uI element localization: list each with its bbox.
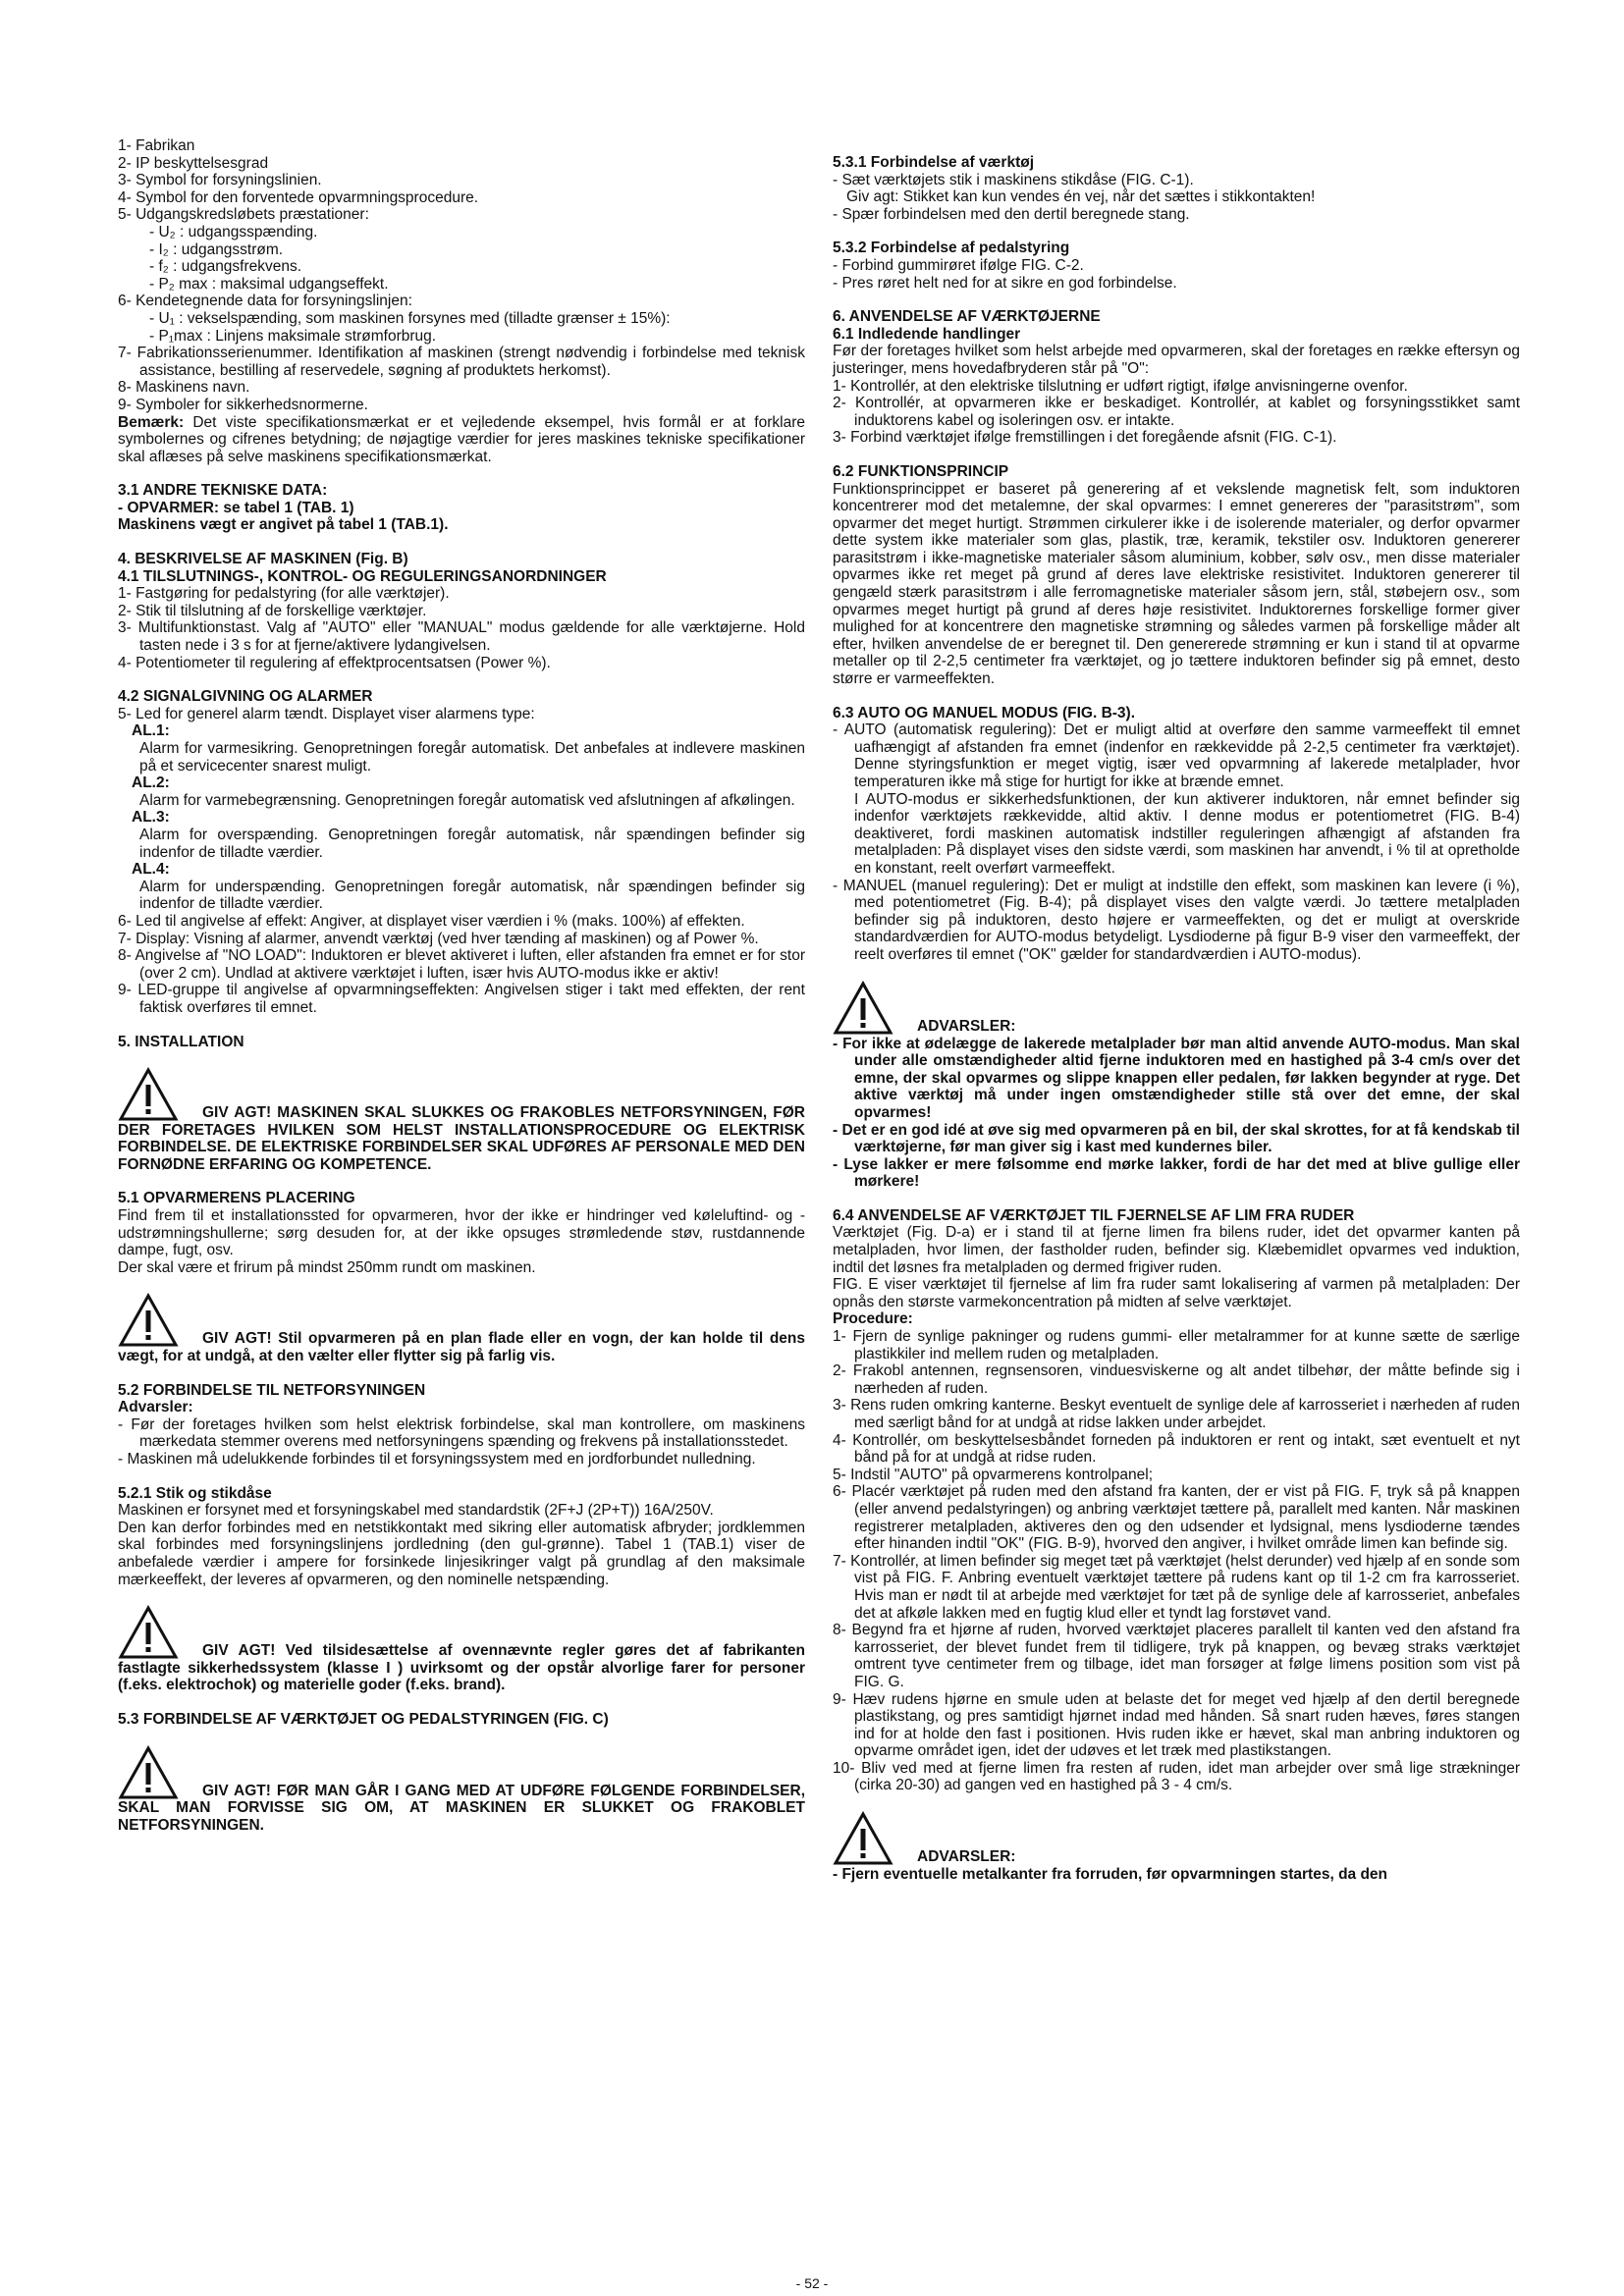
list-item: 6- Led til angivelse af effekt: Angiver, at displayet viser værdien i % (maks. 100%) af effekten. — [118, 912, 745, 930]
list-item: 7- Fabrikationsserienummer. Identifikation af maskinen (strengt nødvendig i forbindelse med teknisk assistance, bestilling af reservedele, søgning af produktets herkomst). — [118, 345, 805, 379]
warning-list-item: - Det er en god idé at øve sig med opvarmeren på en bil, der skal skrottes, for at få kendskab til værktøjerne, før man giver sig i kast med kundernes biler. — [833, 1121, 1520, 1156]
section-heading: Procedure: — [833, 1310, 913, 1328]
spacer — [833, 964, 1520, 981]
bold-label: AL.1: — [132, 722, 170, 740]
section-heading: 6.4 ANVENDELSE AF VÆRKTØJET TIL FJERNELSE AF LIM FRA RUDER — [833, 1206, 1355, 1224]
warning-text: GIV AGT! MASKINEN SKAL SLUKKES OG FRAKOBLES NETFORSYNINGEN, FØR DER FORETAGES HVILKEN SOM HELST INSTALLATIONSPROCEDURE OG ELEKTRISK FORBINDELSE. DE ELEKTRISKE FORBINDELSER SKAL UDFØRES AF PERSONALE MED DEN FORNØDNE ERFARING OG KOMPETENCE. — [118, 1104, 805, 1173]
list-item: 4- Potentiometer til regulering af effektprocentsatsen (Power %). — [118, 654, 551, 671]
section-heading: 4. BESKRIVELSE AF MASKINEN (Fig. B) — [118, 551, 408, 568]
list-item: 8- Maskinens navn. — [118, 379, 250, 397]
section-heading: 5.3.1 Forbindelse af værktøj — [833, 154, 1035, 171]
sub-list-item: - P₂ max : maksimal udgangseffekt. — [149, 275, 389, 293]
section-heading: - OPVARMER: se tabel 1 (TAB. 1) — [118, 499, 354, 516]
indented-paragraph: Alarm for varmebegrænsning. Genopretningen foregår automatisk ved afslutningen af afkølingen. — [139, 791, 795, 809]
list-item: - Maskinen må udelukkende forbindes til et forsyningssystem med en jordforbundet nulledning. — [118, 1451, 756, 1468]
section-heading: 6. ANVENDELSE AF VÆRKTØJERNE — [833, 308, 1101, 326]
warning-title: ADVARSLER: — [917, 1017, 1016, 1035]
warning-block — [118, 1745, 805, 1835]
indented-paragraph: Alarm for underspænding. Genopretningen foregår automatisk, når spændingen befinder sig indenfor de tilladte værdier. — [139, 878, 805, 913]
list-item: 6- Kendetegnende data for forsyningslinjen: — [118, 293, 412, 310]
warning-triangle-icon — [118, 1605, 179, 1660]
spacer — [118, 1017, 805, 1034]
paragraph: FIG. E viser værktøjet til fjernelse af lim fra ruder samt lokalisering af varmen på metalpladen: Der opnås den største varmekoncentration på midten af selve værktøjet. — [833, 1276, 1520, 1310]
spacer — [118, 1694, 805, 1711]
warning-title: ADVARSLER: — [917, 1848, 1016, 1866]
warning-block — [118, 1293, 805, 1364]
list-item: 1- Kontrollér, at den elektriske tilslutning er udført rigtigt, ifølge anvisningerne ovenfor. — [833, 377, 1408, 395]
warning-triangle-icon — [833, 981, 893, 1036]
warning-text: GIV AGT! Stil opvarmeren på en plan flade eller en vogn, der kan holde til dens vægt, for at undgå, at den vælter eller flytter sig på farlig vis. — [118, 1330, 805, 1365]
spacer — [118, 671, 805, 688]
paragraph: Funktionsprincippet er baseret på generering af et vekslende magnetisk felt, som induktoren koncentrerer mod det metalemne, der skal opvarmes: I emnet genereres der "parasitstrøm", som opvarmer det meget hurtigt. Strømmen cirkulerer ikke i de isolerende materialer, og derfor opvarmer dette system ikke materialer som glas, plastik, træ, keramik, tekstiler osv. Induktoren genererer parasitstrøm i ikke-magnetiske materialer såsom aluminium, kobber, sølv osv., men disse materialer opvarmes ikke ret meget på grund af deres lave elektriske resistivitet. Induktoren genererer til gengæld stærk parasitstrøm i alle ferromagnetiske materialer såsom jern, stål, støbejern osv., som opvarmes meget hurtigt på grund af deres høje resistivitet. Induktorernes forskellige former giver mulighed for at koncentrere den magnetiske strømning og således varmen på forskellige måder alt efter, hvilken anvendelse de er beregnet til. Den genererede strømning er kun i stand til at opvarme metaller op til 2-2,5 centimeter fra værktøjet, og jo tættere induktoren befinder sig på emnet, desto større er varmeeffekten. — [833, 480, 1520, 688]
list-item: 8- Angivelse af "NO LOAD": Induktoren er blevet aktiveret i luften, eller afstanden fra emnet er for stor (over 2 cm). Undlad at aktivere værktøjet i luften, især hvis AUTO-modus ikke er aktiv! — [118, 947, 805, 982]
bold-label: AL.2: — [132, 774, 170, 792]
warning-triangle-icon — [118, 1745, 179, 1800]
bold-label: Bemærk: — [118, 413, 185, 431]
sub-list-item: - f₂ : udgangsfrekvens. — [149, 258, 302, 276]
indented-paragraph: Alarm for overspænding. Genopretningen foregår automatisk, når spændingen befinder sig indenfor de tilladte værdier. — [139, 826, 805, 861]
section-heading: 4.2 SIGNALGIVNING OG ALARMER — [118, 688, 373, 706]
section-heading: Advarsler: — [118, 1399, 193, 1416]
warning-list-item: - For ikke at ødelægge de lakerede metalplader bør man altid anvende AUTO-modus. Man skal under alle omstændigheder altid fjerne induktoren med en hastighed på 3-4 cm/s over det emne, der skal opvarmes og slippe knappen eller pedalen, før lakken begynder at ryge. Det aktive værktøj må under ingen omstændigheder stille stå over det emne, der skal opvarmes! — [833, 1035, 1520, 1121]
section-heading: 5.2.1 Stik og stikdåse — [118, 1484, 272, 1502]
sub-list-item: - U₂ : udgangsspænding. — [149, 223, 318, 240]
right-column — [833, 137, 1520, 1884]
spacer — [118, 1050, 805, 1067]
section-heading: Maskinens vægt er angivet på tabel 1 (TAB.1). — [118, 516, 449, 534]
spacer — [118, 1468, 805, 1485]
spacer — [833, 1191, 1520, 1207]
list-item: 4- Kontrollér, om beskyttelsesbåndet forneden på induktoren er rent og intakt, sæt eventuelt et nyt bånd på for at undgå at ridse ruden. — [833, 1431, 1520, 1467]
spacer — [833, 137, 1520, 154]
section-heading: 6.1 Indledende handlinger — [833, 325, 1021, 343]
warning-header — [833, 981, 1520, 1036]
sub-list-item: - P₁max : Linjens maksimale strømforbrug. — [149, 327, 437, 345]
warning-block — [118, 1605, 805, 1694]
paragraph: Maskinen er forsynet med et forsyningskabel med standardstik (2F+J (2P+T)) 16A/250V. — [118, 1502, 714, 1520]
paragraph: Før der foretages hvilket som helst arbejde med opvarmeren, skal der foretages en række eftersyn og justeringer, mens hovedafbryderen står på "O": — [833, 343, 1520, 377]
spacer — [833, 688, 1520, 705]
list-item: - Pres røret helt ned for at sikre en god forbindelse. — [833, 274, 1177, 292]
warning-header — [833, 1811, 1520, 1866]
list-item: - Forbind gummirøret ifølge FIG. C-2. — [833, 256, 1084, 274]
list-item: 2- Stik til tilslutning af de forskellige værktøjer. — [118, 602, 427, 619]
section-heading: 5.3.2 Forbindelse af pedalstyring — [833, 240, 1070, 257]
warning-triangle-icon — [118, 1067, 179, 1122]
list-item: 1- Fjern de synlige pakninger og rudens gummi- eller metalrammer for at kunne sætte de særlige plastikkiler ind mellem ruden og metalpladen. — [833, 1328, 1520, 1362]
spacer — [833, 447, 1520, 463]
paragraph: Find frem til et installationssted for opvarmeren, hvor der ikke er hindringer ved køleluftind- og -udstrømningshullerne; sørg desuden for, at der ikke opsuges strømledende støv, rustdannende dampe, fugt, osv. — [118, 1207, 805, 1259]
paragraph: Der skal være et frirum på mindst 250mm rundt om maskinen. — [118, 1258, 536, 1276]
list-item: 3- Forbind værktøjet ifølge fremstillingen i det foregående afsnit (FIG. C-1). — [833, 429, 1337, 447]
indented-line — [118, 861, 805, 879]
indented-paragraph: I AUTO-modus er sikkerhedsfunktionen, der kun aktiverer induktoren, når emnet befinder sig indenfor værktøjets rækkevidde, altid aktiv. I denne modus er potentiometret (FIG. B-4) deaktiveret, fordi maskinen automatisk indstiller reguleringen afhængigt af afstanden fra metalpladen: På displayet vises den sidste værdi, som maskinen har anvendt, i % til at opretholde en konstant, reelt overført varmeeffekt. — [854, 790, 1520, 877]
spacer — [118, 1173, 805, 1190]
list-item: 6- Placér værktøjet på ruden med den afstand fra kanten, der er vist på FIG. F, tryk så på knappen (eller anvend pedalstyringen) og anbring værktøjet tættere på, parallelt med kanten. Når maskinen registrerer metalpladen, aktiveres den og den udsender et lydsignal, mens lysdioderne tændes efter hinanden indtil "OK" (FIG. B-9), hvorved den angiver, i hvilket område limen kan befinde sig. — [833, 1483, 1520, 1553]
spacer — [833, 292, 1520, 308]
list-item: 2- Kontrollér, at opvarmeren ikke er beskadiget. Kontrollér, at kablet og forsyningsstikket samt induktorens kabel og isoleringen osv. er intakte. — [833, 395, 1520, 429]
list-item: 5- Indstil "AUTO" på opvarmerens kontrolpanel; — [833, 1466, 1154, 1483]
list-item: 2- Frakobl antennen, regnsensoren, vinduesviskerne og alt andet tilbehør, der måtte befinde sig i nærheden af ruden. — [833, 1362, 1520, 1397]
sub-list-item: - I₂ : udgangsstrøm. — [149, 240, 284, 258]
warning-triangle-icon — [118, 1293, 179, 1348]
indented-line — [118, 774, 805, 792]
section-heading: 5.2 FORBINDELSE TIL NETFORSYNINGEN — [118, 1381, 426, 1399]
paragraph: Den kan derfor forbindes med en netstikkontakt med sikring eller automatisk afbryder; jordklemmen skal forbindes med forsyningslinjens jordledning (den gul-grønne). Tabel 1 (TAB.1) viser de anbefalede værdier i ampere for forsinkede linjesikringer valgt på grundlag af den maksimale mærkeeffekt, der leveres af opvarmeren, og den nominelle netspænding. — [118, 1519, 805, 1588]
list-item: 7- Display: Visning af alarmer, anvendt værktøj (ved hver tænding af maskinen) og af Power %. — [118, 930, 759, 947]
indented-line: Giv agt: Stikket kan kun vendes én vej, når det sættes i stikkontakten! — [846, 188, 1316, 206]
warning-list-item: - Fjern eventuelle metalkanter fra forruden, før opvarmningen startes, da den — [833, 1866, 1388, 1884]
warning-block — [118, 1067, 805, 1173]
left-column — [118, 137, 805, 1834]
spacer — [118, 1588, 805, 1605]
spacer — [118, 534, 805, 551]
section-heading: 6.3 AUTO OG MANUEL MODUS (FIG. B-3). — [833, 704, 1136, 721]
spacer — [833, 1794, 1520, 1811]
list-item: 5- Udgangskredsløbets præstationer: — [118, 206, 369, 224]
spacer — [833, 223, 1520, 240]
section-heading: 4.1 TILSLUTNINGS-, KONTROL- OG REGULERINGSANORDNINGER — [118, 567, 607, 585]
warning-text: GIV AGT! FØR MAN GÅR I GANG MED AT UDFØRE FØLGENDE FORBINDELSER, SKAL MAN FORVISSE SIG OM, AT MASKINEN ER SLUKKET OG FRAKOBLET NETFORSYNINGEN. — [118, 1782, 805, 1834]
spacer — [118, 1365, 805, 1382]
list-item: 5- Led for generel alarm tændt. Displayet viser alarmens type: — [118, 705, 535, 722]
page-number: - 52 - — [795, 2275, 829, 2291]
paragraph: Værktøjet (Fig. D-a) er i stand til at fjerne limen fra bilens ruder, idet det opvarmer kanten på metalpladen, hvor limen, der fastholder ruden, befinder sig. Klæbemidlet opvarmes ved induktion, indtil det løsnes fra metalpladen og dermed frigiver ruden. — [833, 1224, 1520, 1276]
spacer — [118, 465, 805, 482]
section-heading: 5.1 OPVARMERENS PLACERING — [118, 1190, 355, 1207]
list-item: - Sæt værktøjets stik i maskinens stikdåse (FIG. C-1). — [833, 171, 1194, 188]
section-heading: 6.2 FUNKTIONSPRINCIP — [833, 462, 1009, 480]
label-text: Det viste specifikationsmærkat er et vejledende eksempel, hvis formål er at forklare symbolernes og cifrenes betydning; de nøjagtige værdier for jeres maskines tekniske specifikationer skal aflæses på selve maskinens specifikationsmærkat. — [118, 413, 805, 465]
paragraph — [118, 414, 805, 466]
indented-paragraph: Alarm for varmesikring. Genopretningen foregår automatisk. Det anbefales at indlevere maskinen på et servicecenter snarest muligt. — [139, 740, 805, 774]
spacer — [118, 1276, 805, 1293]
warning-list-item: - Lyse lakker er mere følsomme end mørke lakker, fordi de har det med at blive gullige eller mørkere! — [833, 1155, 1520, 1191]
list-item: 10- Bliv ved med at fjerne limen fra resten af ruden, idet man arbejder over små lige strækninger (cirka 20-30) ad gangen ved en hastighed på 3 - 4 cm/s. — [833, 1759, 1520, 1794]
list-item: 3- Symbol for forsyningslinien. — [118, 172, 322, 189]
list-item: 8- Begynd fra et hjørne af ruden, hvorved værktøjet placeres parallelt til kanten ved den afstand fra karrosseriet, der blevet fundet frem til tidligere, tryk på knappen, og bevæg straks værktøjet omtrent tyve centimeter frem og tilbage, idet man forsøger at følge limens position som vist på FIG. G. — [833, 1622, 1520, 1690]
list-item: 3- Rens ruden omkring kanterne. Beskyt eventuelt de synlige dele af karrosseriet i nærheden af ruden med særligt bånd for at undgå at ridse lakken under arbejdet. — [833, 1397, 1520, 1431]
bold-label: AL.4: — [132, 861, 170, 879]
list-item: - Spær forbindelsen med den dertil beregnede stang. — [833, 205, 1190, 223]
list-item: 9- Hæv rudens hjørne en smule uden at belaste det for meget ved hjælp af den dertil beregnede plastikstang, og pres samtidigt hjørnet indad med hånden. Så snart ruden hæves, føres stangen ind for at holde den fast i positionen. Hvis ruden ikke er hævet, skal man anbring induktoren og opvarme området igen, idet der udøves et let træk med plastikstangen. — [833, 1690, 1520, 1760]
indented-line — [118, 722, 805, 740]
list-item: - MANUEL (manuel regulering): Det er muligt at indstille den effekt, som maskinen kan levere (i %), med potentiometret (Fig. B-4); på displayet vises den valgte værdi. Jo tættere metalpladen befinder sig på induktoren, desto højere er varmeeffekten, og det er muligt at overskride standardværdien for AUTO-modus betydeligt. Lysdioderne på figur B-9 viser den varmeeffekt, der reelt overføres til emnet ("OK" gælder for standardværdien i AUTO-modus). — [833, 877, 1520, 963]
list-item: - Før der foretages hvilken som helst elektrisk forbindelse, skal man kontrollere, om maskinens mærkedata stemmer overens med netforsyningens spænding og frekvens på installationsstedet. — [118, 1415, 805, 1451]
warning-triangle-icon — [833, 1811, 893, 1866]
section-heading: 5. INSTALLATION — [118, 1033, 244, 1050]
indented-line — [118, 809, 805, 827]
bold-label: AL.3: — [132, 809, 170, 827]
list-item: 1- Fastgøring for pedalstyring (for alle værktøjer). — [118, 585, 450, 603]
list-item: 9- Symboler for sikkerhedsnormerne. — [118, 396, 368, 413]
list-item: 4- Symbol for den forventede opvarmningsprocedure. — [118, 188, 479, 206]
list-item: 9- LED-gruppe til angivelse af opvarmningseffekten: Angivelsen stiger i takt med effekten, der rent faktisk overføres til emnet. — [118, 982, 805, 1016]
list-item: - AUTO (automatisk regulering): Det er muligt altid at overføre den samme varmeeffekt til emnet uafhængigt af afstanden fra emnet (indenfor en rækkevidde på 2-2,5 centimeter fra værktøjet). Denne styringsfunktion er meget vigtig, især ved opvarmning af lakerede metalplader, hvor temperaturen ikke må stige for hurtigt for ikke at brænde emnet. — [833, 721, 1520, 790]
list-item: 1- Fabrikan — [118, 137, 195, 154]
list-item: 7- Kontrollér, at limen befinder sig meget tæt på værktøjet (helst derunder) ved hjælp af en sonde som vist på FIG. F. Anbring eventuelt værktøjet tættere på rudens kant op til 1-2 cm fra karrosseriet. Hvis man er nødt til at arbejde med værktøjet for tæt på de synlige dele af karrosseriet, anbefales det at afkøle lakken med en fugtig klud eller et tyndt lag forstøvet vand. — [833, 1552, 1520, 1622]
warning-text: GIV AGT! Ved tilsidesættelse af ovennævnte regler gøres det af fabrikanten fastlagte sikkerhedssystem (klasse I ) uvirksomt og der opstår alvorlige farer for personer (f.eks. elektrochok) og materielle goder (f.eks. brand). — [118, 1642, 805, 1694]
section-heading: 5.3 FORBINDELSE AF VÆRKTØJET OG PEDALSTYRINGEN (FIG. C) — [118, 1710, 609, 1728]
spacer — [118, 1729, 805, 1745]
section-heading: 3.1 ANDRE TEKNISKE DATA: — [118, 482, 328, 500]
sub-list-item: - U₁ : vekselspænding, som maskinen forsynes med (tilladte grænser ± 15%): — [149, 309, 671, 327]
list-item: 2- IP beskyttelsesgrad — [118, 154, 269, 172]
list-item: 3- Multifunktionstast. Valg af "AUTO" eller "MANUAL" modus gældende for alle værktøjerne. Hold tasten nede i 3 s for at fjerne/aktivere lydangivelsen. — [118, 619, 805, 655]
